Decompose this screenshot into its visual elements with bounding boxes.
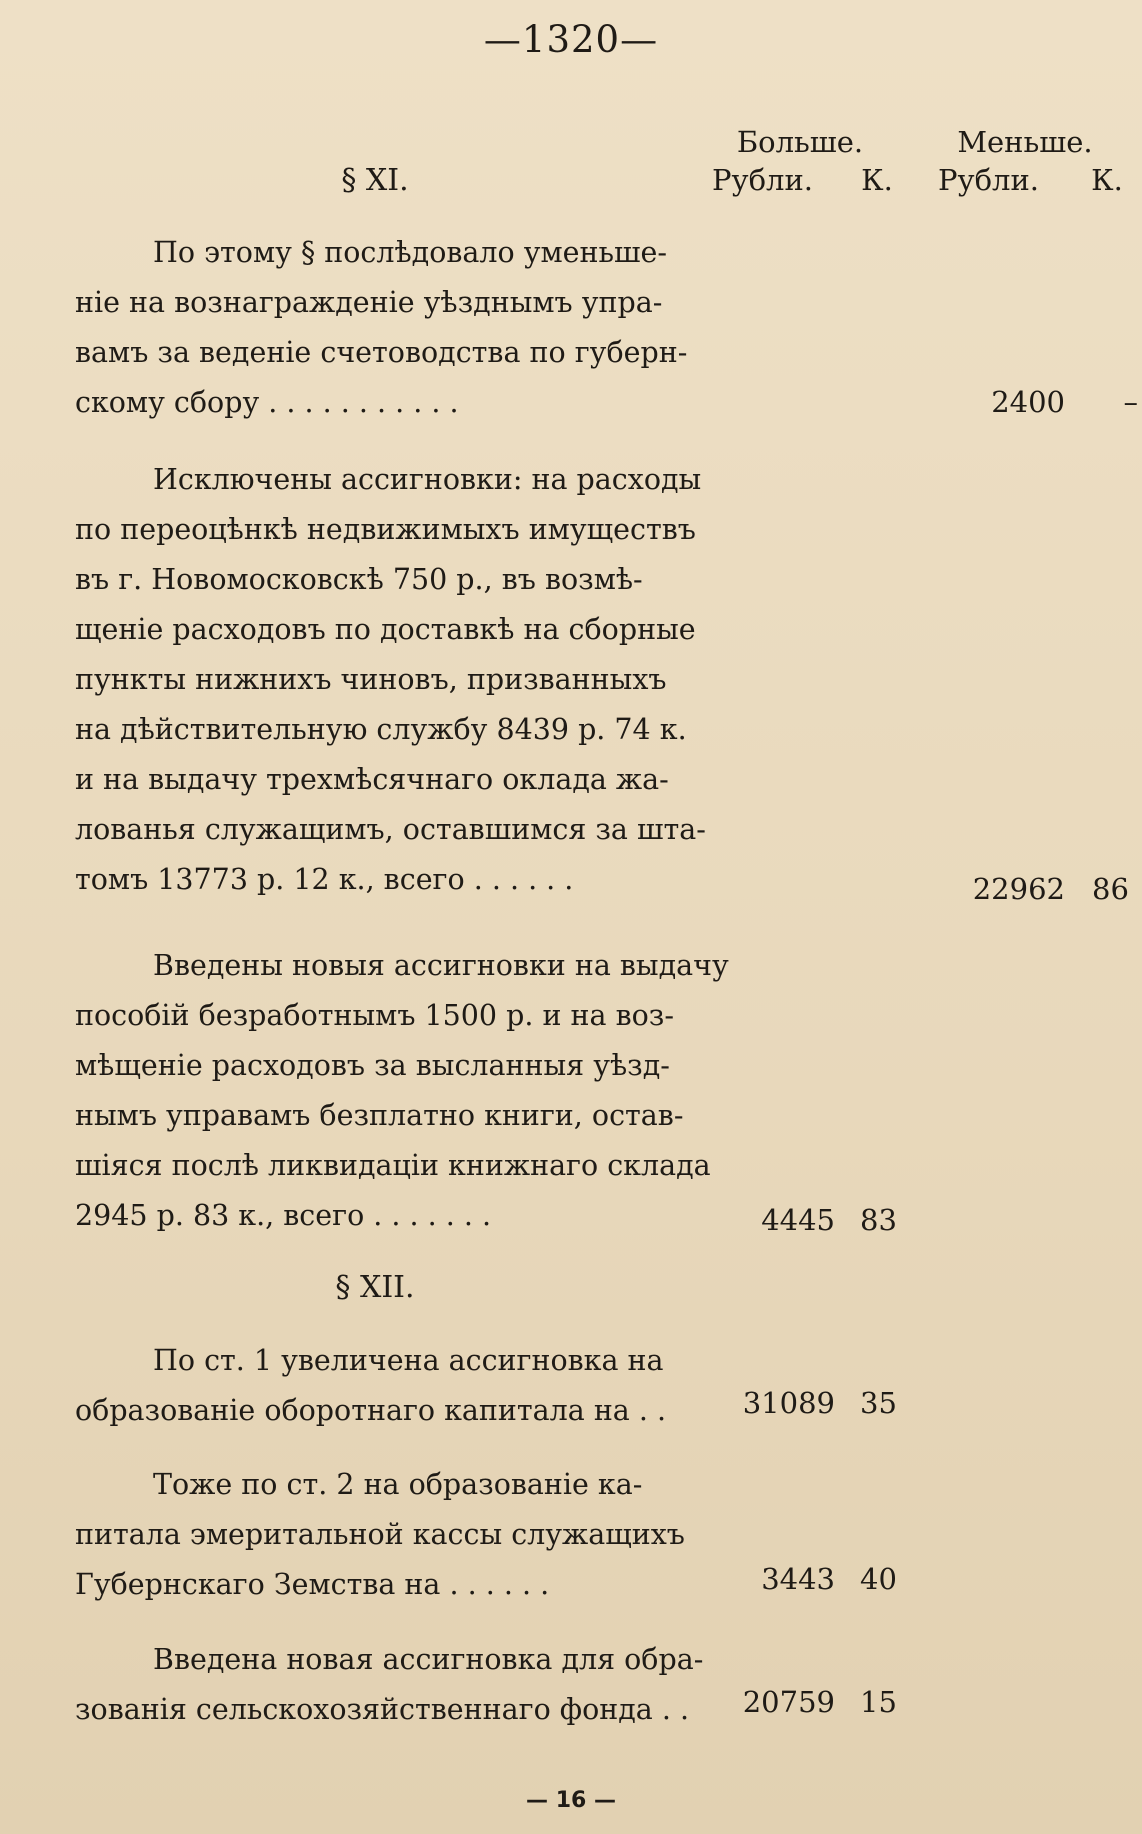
amount-less-rubles: 2400 — [991, 385, 1065, 419]
text-line: скому сбору . . . . . . . . . . . — [75, 386, 459, 419]
amount-more-rubles: 4445 — [761, 1203, 835, 1237]
column-header-more: Больше. — [736, 125, 864, 159]
text-line: томъ 13773 р. 12 к., всего . . . . . . — [75, 863, 574, 896]
amount-more-kopecks: 40 — [860, 1562, 897, 1596]
text-line: и на выдачу трехмѣсячнаго оклада жа- — [75, 763, 669, 796]
paragraph-item — [75, 1635, 704, 1735]
amount-more-rubles: 31089 — [742, 1386, 835, 1420]
text-line: по переоцѣнкѣ недвижимыхъ имуществъ — [75, 513, 696, 546]
text-line: пункты нижнихъ чиновъ, призванныхъ — [75, 663, 667, 696]
paragraph-item — [75, 1336, 680, 1436]
text-line: вамъ за веденіе счетоводства по губерн- — [75, 336, 688, 369]
text-line: пособій безработнымъ 1500 р. и на воз- — [75, 999, 674, 1032]
text-line: щеніе расходовъ по доставкѣ на сборные — [75, 613, 696, 646]
text-line: мѣщеніе расходовъ за высланныя уѣзд- — [75, 1049, 670, 1082]
column-header-rubles-more: Рубли. — [712, 163, 814, 197]
text-line: шіяся послѣ ликвидаціи книжнаго склада — [75, 1149, 711, 1182]
text-line: въ г. Новомосковскѣ 750 р., въ возмѣ- — [75, 563, 643, 596]
amount-more-kopecks: 83 — [860, 1203, 897, 1237]
column-header-rubles-less: Рубли. — [938, 163, 1040, 197]
amount-less-kopecks: 86 — [1092, 872, 1129, 906]
sheet-number: — 16 — — [526, 1788, 616, 1813]
column-header-kop-less: К. — [1091, 163, 1123, 197]
paragraph-item — [75, 1460, 685, 1610]
paragraph-item — [75, 941, 729, 1241]
section-title-xi: § XI. — [341, 163, 409, 198]
amount-less-kopecks: – — [1123, 385, 1138, 419]
amount-more-kopecks: 35 — [860, 1386, 897, 1420]
column-header-kop-more: К. — [861, 163, 893, 197]
text-line: Тоже по ст. 2 на образованіе ка- — [153, 1468, 643, 1501]
text-line: ніе на вознагражденіе уѣзднымъ упра- — [75, 286, 663, 319]
text-line: питала эмеритальной кассы служащихъ — [75, 1518, 685, 1551]
text-line: Губернскаго Земства на . . . . . . — [75, 1568, 550, 1601]
amount-more-rubles: 3443 — [761, 1562, 835, 1596]
amount-less-rubles: 22962 — [972, 872, 1065, 906]
section-title-xii: § XII. — [335, 1270, 415, 1305]
text-line: Введены новыя ассигновки на выдачу — [153, 949, 729, 982]
text-line: нымъ управамъ безплатно книги, остав- — [75, 1099, 684, 1132]
amount-more-kopecks: 15 — [860, 1685, 897, 1719]
column-header-less: Меньше. — [957, 125, 1093, 159]
text-line: По этому § послѣдовало уменьше- — [153, 236, 668, 269]
amount-more-rubles: 20759 — [742, 1685, 835, 1719]
paragraph-item — [75, 455, 706, 905]
text-line: По ст. 1 увеличена ассигновка на — [153, 1344, 664, 1377]
text-line: на дѣйствительную службу 8439 р. 74 к. — [75, 713, 687, 746]
text-line: образованіе оборотнаго капитала на . . — [75, 1394, 667, 1427]
text-line: Исключены ассигновки: на расходы — [153, 463, 702, 496]
text-line: Введена новая ассигновка для обра- — [153, 1643, 704, 1676]
paragraph-item — [75, 228, 688, 428]
text-line: лованья служащимъ, оставшимся за шта- — [75, 813, 706, 846]
text-line: зованія сельскохозяйственнаго фонда . . — [75, 1693, 690, 1726]
text-line: 2945 р. 83 к., всего . . . . . . . — [75, 1199, 492, 1232]
page-number: —1320— — [483, 18, 659, 61]
